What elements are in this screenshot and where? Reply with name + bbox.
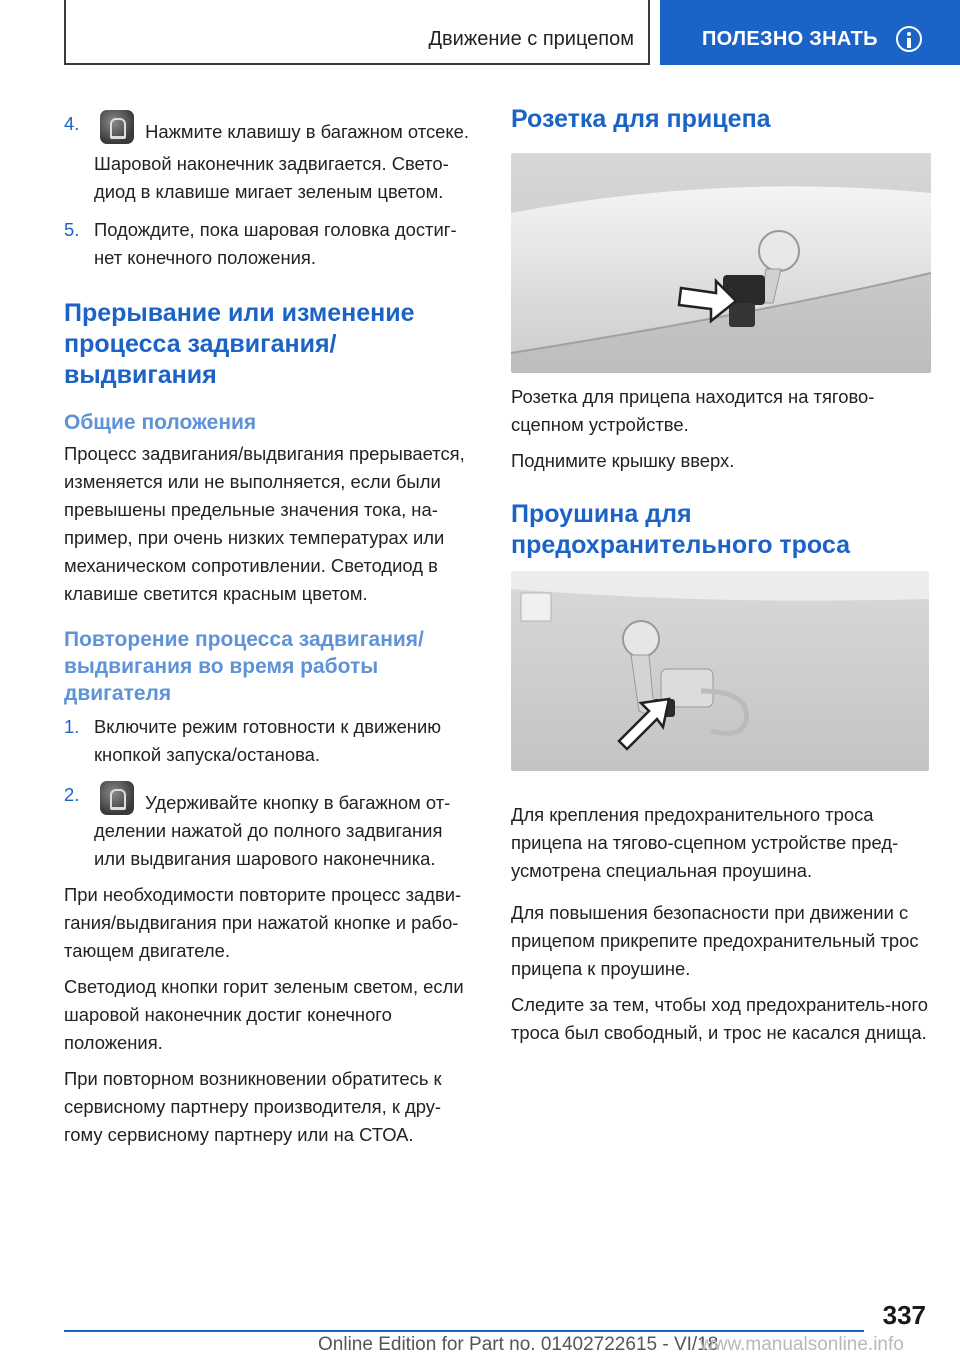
step-text: Включите режим готовности к движению кнопкой запуска/останова.	[94, 716, 442, 765]
trunk-button-icon	[100, 110, 134, 144]
header-category-title: ПОЛЕЗНО ЗНАТЬ	[702, 28, 878, 50]
paragraph-repeat: При необходимости повторите процесс задви-гания/выдвигания при нажатой кнопке и рабо-тающем двигателе.	[64, 884, 462, 961]
header-section-tab	[64, 0, 650, 65]
header-section-title: Движение с прицепом	[428, 28, 634, 50]
header-category-tab	[660, 0, 960, 65]
step-number: 2.	[64, 784, 80, 805]
footer-divider	[64, 1330, 864, 1332]
heading-eyelet: Проушина для предохранительного троса	[511, 500, 850, 559]
step-1	[64, 713, 476, 769]
step-4	[64, 110, 476, 206]
paragraph-general: Процесс задвигания/выдвигания прерывается, изменяется или не выполняется, если были превышены предельные значения тока, на-пример, при очень низких температурах или механическом сопротивлении. Светодиод в клавише светится красным цветом.	[64, 443, 465, 604]
paragraph-eyelet-clearance: Следите за тем, чтобы ход предохранитель-ного троса был свободный, и трос не касался днища.	[511, 994, 929, 1043]
step-number: 1.	[64, 716, 80, 737]
heading-socket: Розетка для прицепа	[511, 105, 771, 133]
subheading-general: Общие положения	[64, 411, 257, 434]
left-column	[64, 110, 476, 1149]
step-number: 5.	[64, 219, 80, 240]
right-column	[511, 105, 931, 1047]
footer-watermark: www.manualsonline.info	[700, 1334, 904, 1355]
safety-eyelet-figure	[511, 571, 929, 771]
step-text: Удерживайте кнопку в багажном от-делении нажатой до полного задвигания или выдвигания шарового наконечника.	[94, 792, 451, 869]
heading-interruption: Прерывание или изменение процесса задвигания/ выдвигания	[64, 299, 415, 389]
paragraph-service: При повторном возникновении обратитесь к сервисному партнеру производителя, к дру-гому сервисному партнеру или на СТОА.	[64, 1068, 442, 1145]
page-number: 337	[882, 1300, 926, 1330]
paragraph-lift-cover: Поднимите крышку вверх.	[511, 450, 735, 471]
paragraph-eyelet-purpose: Для крепления предохранительного троса прицепа на тягово-сцепном устройстве пред-усмотрена специальная проушина.	[511, 804, 899, 881]
step-text: Нажмите клавишу в багажном отсеке.	[145, 121, 469, 142]
paragraph-led: Светодиод кнопки горит зеленым светом, если шаровой наконечник достиг конечного положения.	[64, 976, 464, 1053]
subheading-repeat: Повторение процесса задвигания/ выдвигания во время работы двигателя	[64, 628, 424, 705]
trailer-socket-figure	[511, 153, 931, 373]
trunk-button-icon	[100, 781, 134, 815]
step-5	[64, 216, 476, 272]
step-continuation: Шаровой наконечник задвигается. Свето-диод в клавише мигает зеленым цветом.	[94, 153, 449, 202]
paragraph-socket-location: Розетка для прицепа находится на тягово-сцепном устройстве.	[511, 386, 875, 435]
step-2	[64, 781, 476, 873]
info-icon	[896, 26, 922, 52]
step-text: Подождите, пока шаровая головка достиг-нет конечного положения.	[94, 219, 457, 268]
footer-edition: Online Edition for Part no. 01402722615 - VI/18	[318, 1334, 719, 1355]
paragraph-eyelet-attach: Для повышения безопасности при движении с прицепом прикрепите предохранительный трос прицепа к проушине.	[511, 902, 919, 979]
step-number: 4.	[64, 113, 80, 134]
